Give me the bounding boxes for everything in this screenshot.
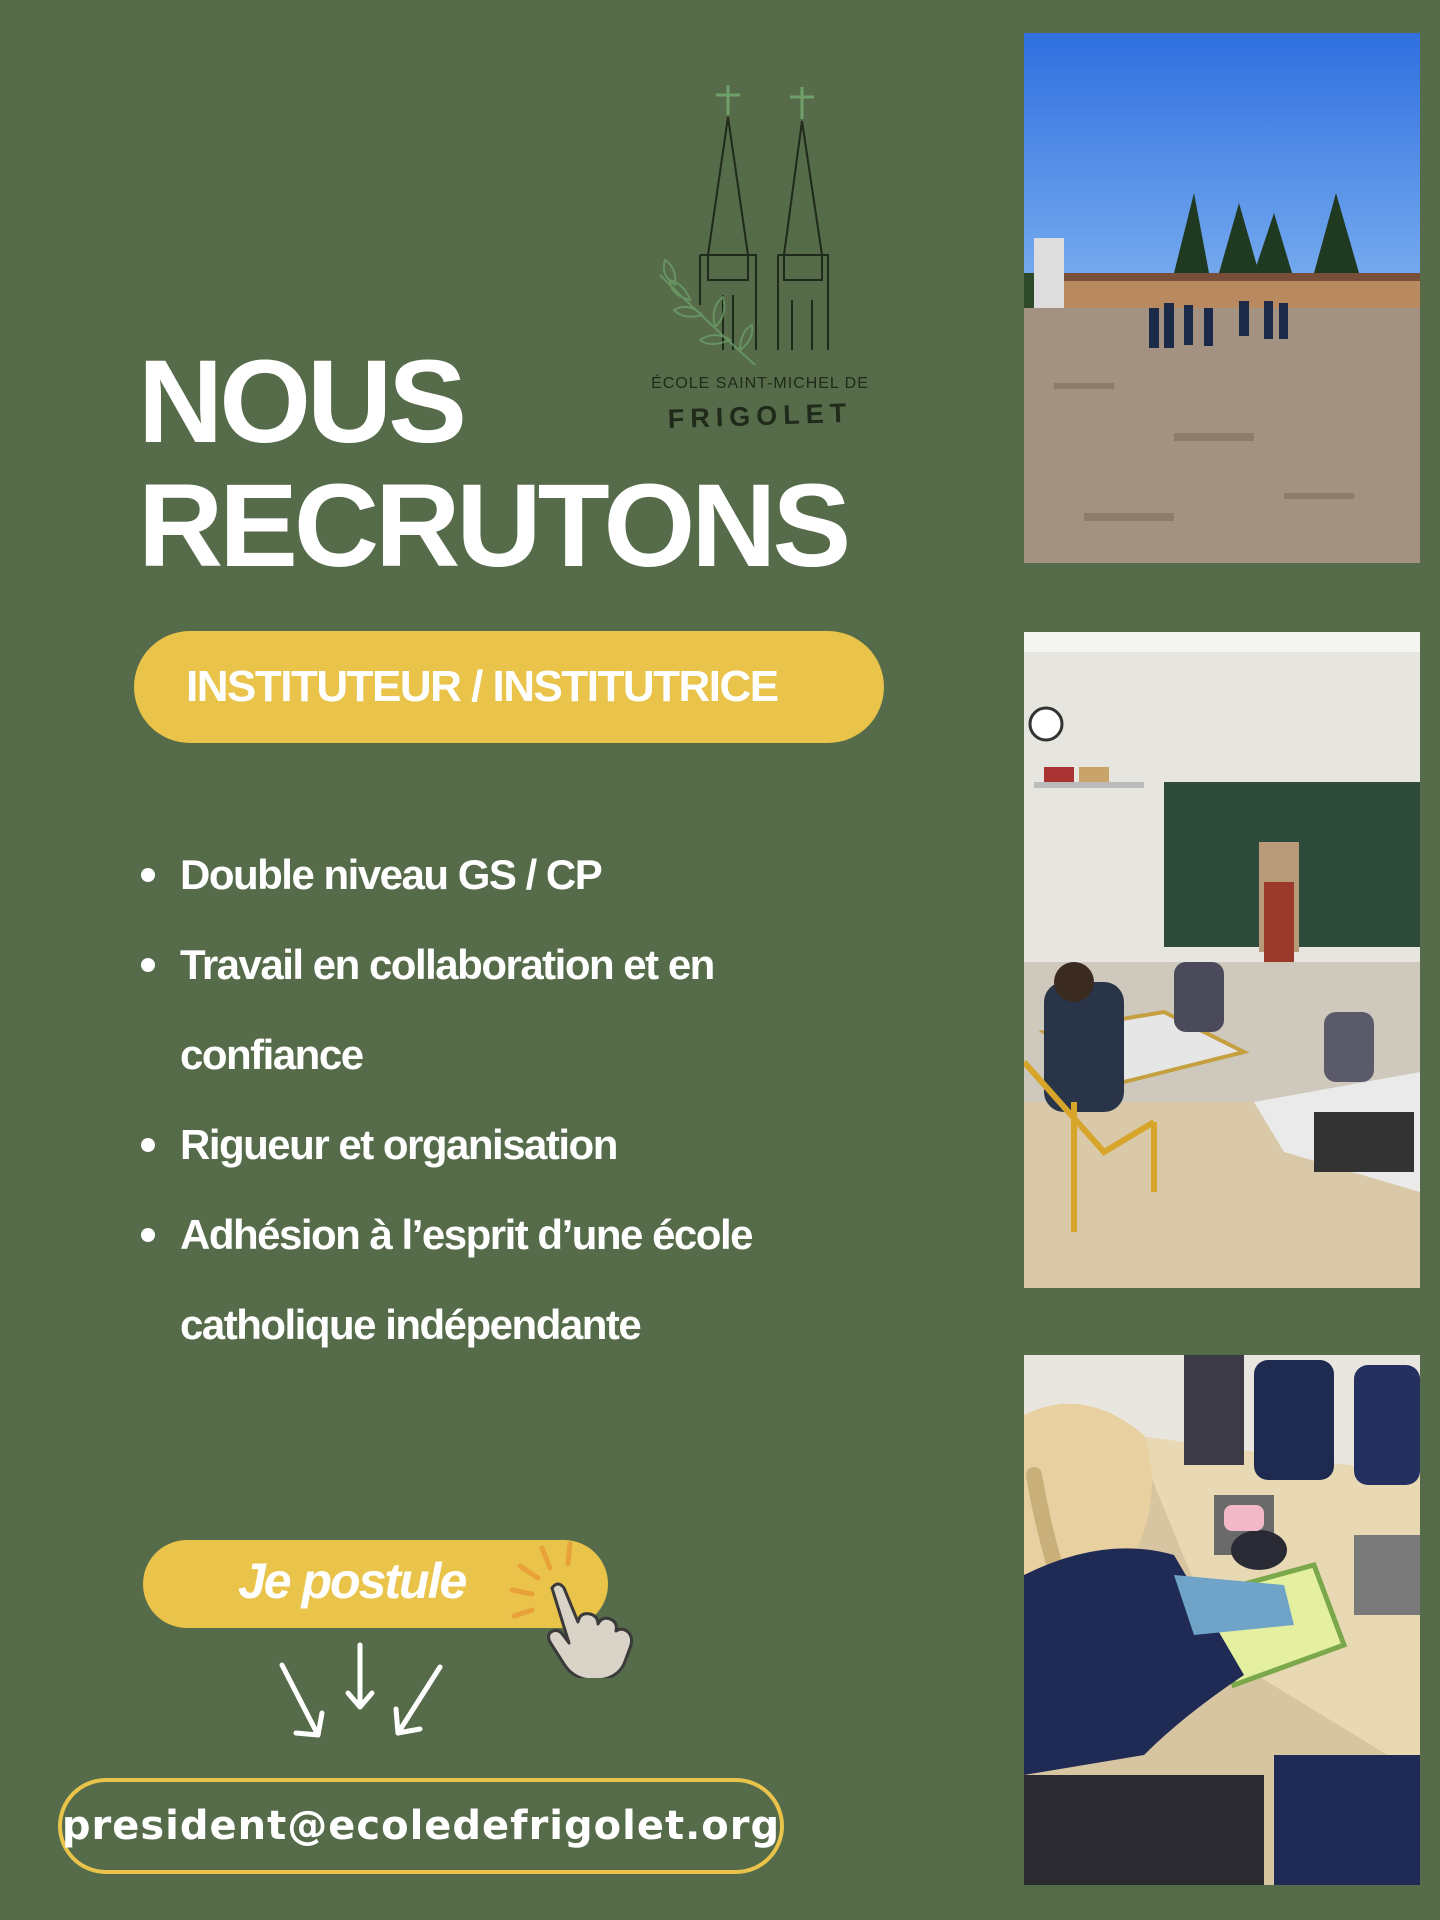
page-title <box>138 336 848 592</box>
role-label: INSTITUTEUR / INSTITUTRICE <box>186 662 778 711</box>
church-towers-icon <box>640 65 880 375</box>
list-item: Double niveau GS / CP <box>138 830 838 920</box>
logo-school-name: ÉCOLE SAINT-MICHEL DE <box>651 375 869 392</box>
classroom-photo <box>1024 632 1420 1288</box>
email-contact[interactable] <box>58 1778 784 1874</box>
list-item: Travail en collaboration et en confiance <box>138 920 838 1100</box>
logo-place-name: FRIGOLET <box>667 397 853 435</box>
pointing-hand-icon <box>500 1538 660 1678</box>
schoolyard-photo <box>1024 33 1420 563</box>
apply-button-label: Je postule <box>238 1553 466 1609</box>
title-line-2: RECRUTONS <box>138 460 848 592</box>
role-badge <box>134 631 884 743</box>
list-item: Adhésion à l’esprit d’une école catholique indépendante <box>138 1190 838 1370</box>
requirements-list <box>138 830 838 1370</box>
title-line-1: NOUS <box>138 336 463 468</box>
pupils-writing-photo <box>1024 1355 1420 1885</box>
down-arrows-icon <box>270 1635 450 1755</box>
list-item: Rigueur et organisation <box>138 1100 838 1190</box>
email-address[interactable]: president@ecoledefrigolet.org <box>61 1803 781 1849</box>
